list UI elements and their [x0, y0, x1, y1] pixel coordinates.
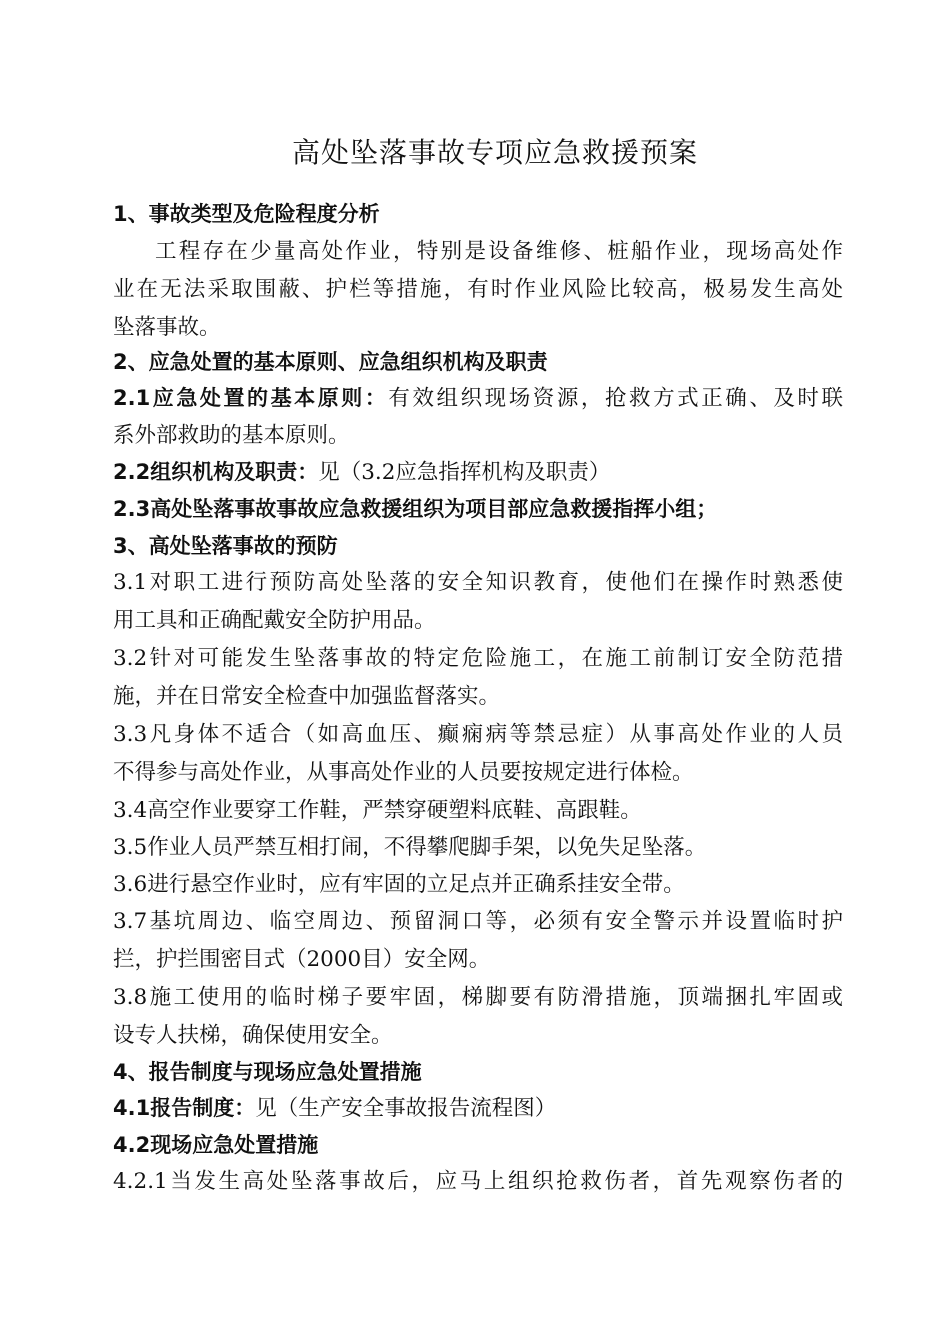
paragraph-4-2-1-line-1: 4.2.1当发生高处坠落事故后，应马上组织抢救伤者，首先观察伤者的	[113, 1169, 843, 1194]
paragraph-3-5: 3.5作业人员严禁互相打闹，不得攀爬脚手架，以免失足坠落。	[113, 835, 707, 860]
paragraph-2-2-label: 2.2组织机构及职责：	[113, 460, 319, 484]
paragraph-3-8-line-1: 3.8施工使用的临时梯子要牢固，梯脚要有防滑措施，顶端捆扎牢固或	[113, 985, 843, 1010]
paragraph-3-3-line-1: 3.3凡身体不适合（如高血压、癫痫病等禁忌症）从事高处作业的人员	[113, 722, 843, 747]
paragraph-3-3-line-2: 不得参与高处作业，从事高处作业的人员要按规定进行体检。	[113, 760, 694, 785]
paragraph-2-1-line-1	[113, 379, 843, 417]
section-4-heading: 4、报告制度与现场应急处置措施	[113, 1060, 422, 1084]
paragraph-2-2	[113, 453, 843, 491]
paragraph-3-2-line-1: 3.2针对可能发生坠落事故的特定危险施工，在施工前制订安全防范措	[113, 646, 843, 671]
paragraph-4-1-label: 4.1报告制度：	[113, 1096, 256, 1120]
paragraph-4-1-text: 见（生产安全事故报告流程图）	[255, 1096, 557, 1121]
paragraph-2-1-line-2: 系外部救助的基本原则。	[113, 423, 350, 448]
paragraph-3-7-line-1: 3.7基坑周边、临空周边、预留洞口等，必须有安全警示并设置临时护	[113, 909, 843, 934]
paragraph-3-6: 3.6进行悬空作业时，应有牢固的立足点并正确系挂安全带。	[113, 872, 685, 897]
paragraph-4-2-heading: 4.2现场应急处置措施	[113, 1133, 319, 1157]
paragraph-3-4: 3.4高空作业要穿工作鞋，严禁穿硬塑料底鞋、高跟鞋。	[113, 798, 642, 823]
paragraph-2-3: 2.3高处坠落事故事故应急救援组织为项目部应急救援指挥小组；	[113, 497, 718, 521]
section-1-paragraph-line-3: 坠落事故。	[113, 315, 221, 340]
paragraph-2-1-label: 2.1应急处置的基本原则：	[113, 386, 389, 410]
paragraph-2-1-text: 有效组织现场资源，抢救方式正确、及时联	[388, 386, 843, 411]
paragraph-3-1-line-1: 3.1对职工进行预防高处坠落的安全知识教育，使他们在操作时熟悉使	[113, 570, 843, 595]
paragraph-3-8-line-2: 设专人扶梯，确保使用安全。	[113, 1023, 393, 1048]
section-2-heading: 2、应急处置的基本原则、应急组织机构及职责	[113, 350, 548, 374]
section-3-heading: 3、高处坠落事故的预防	[113, 534, 338, 558]
section-1-paragraph-line-1: 工程存在少量高处作业，特别是设备维修、桩船作业，现场高处作	[155, 239, 843, 264]
paragraph-4-1	[113, 1089, 843, 1127]
document-title: 高处坠落事故专项应急救援预案	[291, 136, 698, 169]
paragraph-2-2-text: 见（3.2应急指挥机构及职责）	[318, 460, 611, 485]
paragraph-3-2-line-2: 施，并在日常安全检查中加强监督落实。	[113, 684, 501, 709]
paragraph-3-7-line-2: 拦，护拦围密目式（2000目）安全网。	[113, 947, 491, 972]
section-1-heading: 1、事故类型及危险程度分析	[113, 202, 380, 226]
section-1-paragraph-line-2: 业在无法采取围蔽、护栏等措施，有时作业风险比较高，极易发生高处	[113, 277, 843, 302]
paragraph-3-1-line-2: 用工具和正确配戴安全防护用品。	[113, 608, 436, 633]
